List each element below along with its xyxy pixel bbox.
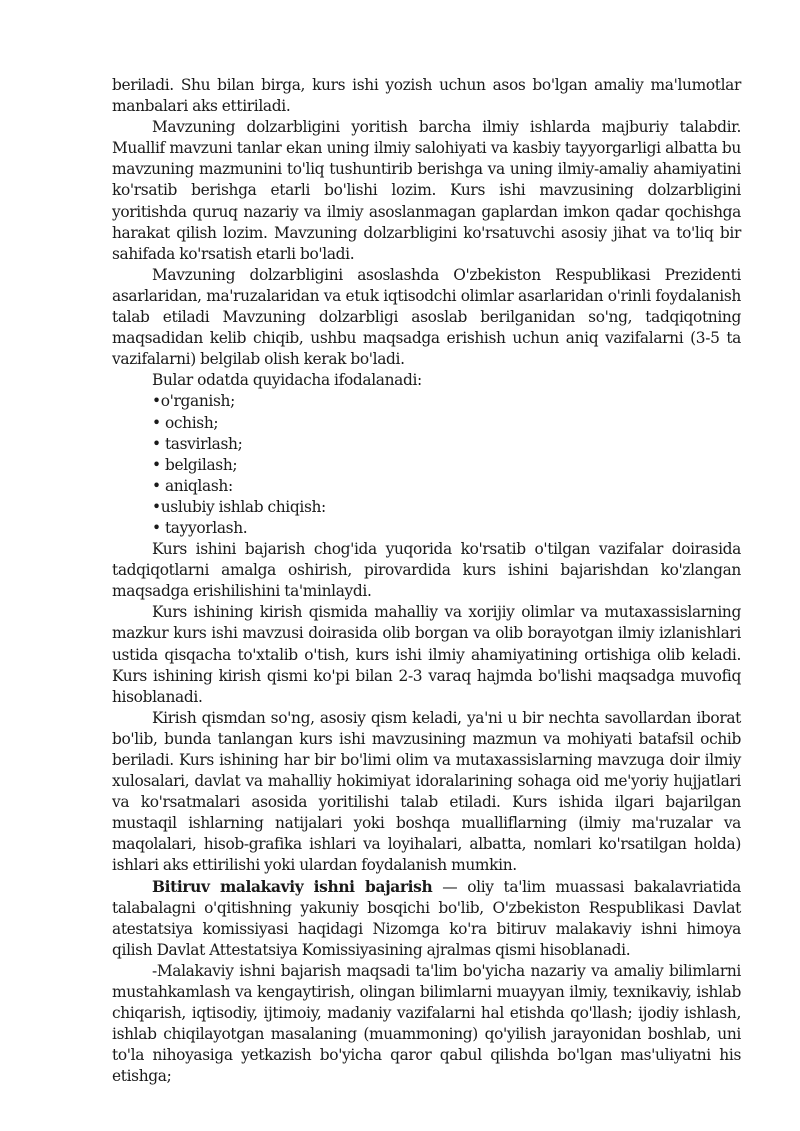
paragraph: Bular odatda quyidacha ifodalanadi: bbox=[152, 371, 422, 390]
paragraph: Kurs ishini bajarish chog'ida yuqorida ko'rsatib o'tilgan vazifalar doirasida tadqiqotlarni amalga oshirish, pirovardida kurs ishini bajarishdan ko'zlangan maqsadga erishilishini ta'minlaydi. bbox=[112, 540, 741, 601]
paragraph: beriladi. Shu bilan birga, kurs ishi yozish uchun asos bo'lgan amaliy ma'lumotlar manbalari aks ettiriladi. bbox=[112, 76, 741, 116]
definition-term: Bitiruv malakaviy ishni bajarish bbox=[152, 877, 433, 896]
paragraph: Kirish qismdan so'ng, asosiy qism keladi, ya'ni u bir nechta savollardan iborat bo'lib, bunda tanlangan kurs ishi mavzusining mazmun va mohiyati batafsil ochib beriladi. Kurs ishining har bir bo'limi olim va mutaxassislarning mavzuga doir ilmiy xulosalari, davlat va mahalliy hokimiyat idoralarining sohaga oid me'yoriy hujjatlari va ko'rsatmalari asosida yoritilishi talab etiladi. Kurs ishida ilgari bajarilgan mustaqil ishlarning natijalari yoki boshqa mualliflarning (ilmiy ma'ruzalar va maqolalari, hisob-grafika ishlari va loyihalari, albatta, nomlari ko'rsatilgan holda) ishlari aks ettirilishi yoki ulardan foydalanish mumkin. bbox=[112, 708, 741, 875]
paragraph: Mavzuning dolzarbligini yoritish barcha ilmiy ishlarda majburiy talabdir. Muallif mavzuni tanlar ekan uning ilmiy salohiyati va kasbiy tayyorgarligi albatta bu mavzuning mazmunini to'liq tushuntirib berishga va uning ilmiy-amaliy ahamiyatini ko'rsatib berishga etarli bo'lishi lozim. Kurs ishi mavzusining dolzarbligini yoritishda quruq nazariy va ilmiy asoslanmagan gaplardan imkon qadar qochishga harakat qilish lozim. Mavzuning dolzarbligini ko'rsatuvchi asosiy jihat va to'liq bir sahifada ko'rsatish etarli bo'ladi. bbox=[112, 118, 741, 263]
paragraph: Mavzuning dolzarbligini asoslashda O'zbekiston Respublikasi Prezidenti asarlaridan, ma'ruzalaridan va etuk iqtisodchi olimlar asarlaridan o'rinli foydalanish talab etiladi Mavzuning dolzarbligi asoslab berilganidan so'ng, tadqiqotning maqsadidan kelib chiqib, ushbu maqsadga erishish uchun aniq vazifalarni (3-5 ta vazifalarni) belgilab olish kerak bo'ladi. bbox=[112, 265, 741, 369]
definition-paragraph bbox=[112, 877, 741, 961]
list-item: • ochish; bbox=[152, 413, 219, 432]
list-item: •uslubiy ishlab chiqish: bbox=[152, 497, 326, 516]
definition-text: — oliy ta'lim muassasi bakalavriatida talabalagni o'qitishning yakuniy bosqichi bo'lib, O'zbekiston Respublikasi Davlat atestatsiya komissiyasi haqidagi Nizomga ko'ra bitiruv malakaviy ishni himoya qilish Davlat Attestatsiya Komissiyasining ajralmas qismi hisoblanadi. bbox=[112, 877, 741, 959]
list-item: • tasvirlash; bbox=[152, 434, 243, 453]
list-item: • belgilash; bbox=[152, 455, 238, 474]
list-item: • tayyorlash. bbox=[152, 518, 248, 537]
list-item: •o'rganish; bbox=[152, 392, 235, 411]
paragraph: Kurs ishining kirish qismida mahalliy va xorijiy olimlar va mutaxassislarning mazkur kurs ishi mavzusi doirasida olib borgan va olib borayotgan ilmiy izlanishlari ustida qisqacha to'xtalib o'tish, kurs ishi ilmiy ahamiyatining ortishiga olib keladi. Kurs ishining kirish qismi ko'pi bilan 2-3 varaq hajmda bo'lishi maqsadga muvofiq hisoblanadi. bbox=[112, 603, 741, 706]
list-item: • aniqlash: bbox=[152, 476, 233, 495]
document-page bbox=[112, 75, 741, 1088]
paragraph: -Malakaviy ishni bajarish maqsadi ta'lim bo'yicha nazariy va amaliy bilimlarni mustahkamlash va kengaytirish, olingan bilimlarni muayyan ilmiy, texnikaviy, ishlab chiqarish, iqtisodiy, ijtimoiy, madaniy vazifalarni hal etishda qo'llash; ijodiy ishlash, ishlab chiqilayotgan masalaning (muammoning) qo'yilish jarayonidan boshlab, uni to'la nihoyasiga yetkazish bo'yicha qaror qabul qilishda bo'lgan mas'uliyatni his etishga; bbox=[112, 961, 741, 1086]
